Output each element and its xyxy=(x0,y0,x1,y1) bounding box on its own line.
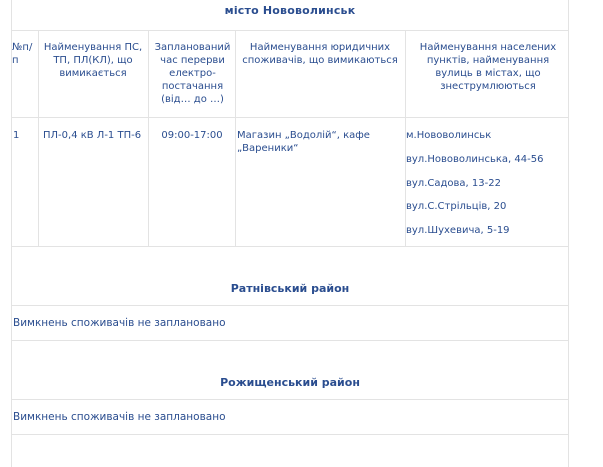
district-heading: Ратнівський район xyxy=(230,282,350,295)
row-number: 1 xyxy=(13,130,20,141)
place-item: вул.Садова, 13-22 xyxy=(406,178,501,189)
table-left-border xyxy=(11,0,12,467)
column-divider xyxy=(235,31,236,246)
header-settlements: Найменування населених пунктів, найменування вулиць в містах, що знеструмлюються xyxy=(419,42,557,92)
divider xyxy=(12,399,568,400)
district-note: Вимкнень споживачів не заплановано xyxy=(13,411,226,423)
place-item: вул.Шухевича, 5-19 xyxy=(406,225,510,236)
divider xyxy=(12,30,568,31)
divider xyxy=(12,340,568,341)
divider xyxy=(12,305,568,306)
row-outage-time: 09:00-17:00 xyxy=(161,130,223,141)
district-heading: Рожищенський район xyxy=(220,376,360,389)
row-line-name: ПЛ-0,4 кВ Л-1 ТП-6 xyxy=(43,130,142,141)
divider xyxy=(12,434,568,435)
place-item: вул.Нововолинська, 44-56 xyxy=(406,154,544,165)
table-right-border xyxy=(568,0,569,467)
header-outage-time: Запланований час перерви електро-постачання (від… до …) xyxy=(154,42,231,105)
city-header: місто Нововолинськ xyxy=(224,4,356,17)
row-legal-consumers: Магазин „Водолій“, кафе „Вареники“ xyxy=(237,130,370,154)
divider xyxy=(12,246,568,247)
header-number: №п/п xyxy=(12,42,33,66)
column-divider xyxy=(38,31,39,246)
header-legal-consumers: Найменування юридичних споживачів, що вимикаються xyxy=(242,42,398,66)
district-note: Вимкнень споживачів не заплановано xyxy=(13,317,226,329)
divider xyxy=(12,117,568,118)
column-divider xyxy=(148,31,149,246)
header-line-name: Найменування ПС, ТП, ПЛ(КЛ), що вимикається xyxy=(43,42,143,79)
place-item: вул.С.Стрільців, 20 xyxy=(406,201,507,212)
place-item: м.Нововолинськ xyxy=(406,130,492,141)
